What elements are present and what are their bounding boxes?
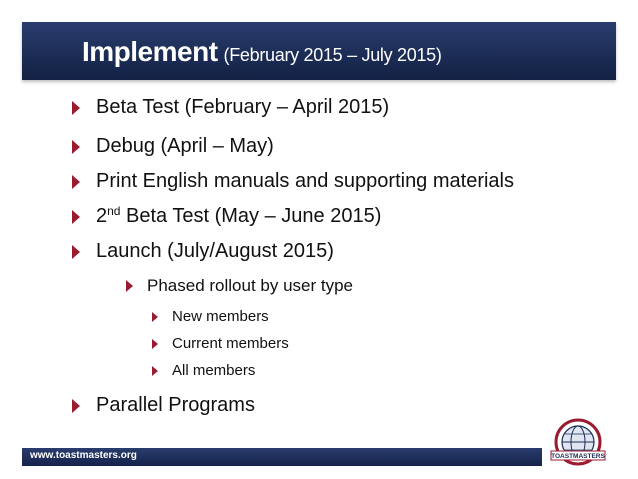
bullet-text: Phased rollout by user type: [147, 276, 354, 295]
bullet-text: All members: [172, 362, 256, 379]
bullet-ordinal-suffix: nd: [107, 204, 121, 218]
bullet-arrow-icon: [72, 399, 80, 413]
toastmasters-globe-logo-icon: [548, 418, 608, 470]
bullet-arrow-icon: [152, 312, 158, 322]
bullet-arrow-icon: [72, 140, 80, 154]
bullet-item: [72, 240, 334, 263]
logo-text: TOASTMASTERS: [551, 453, 605, 460]
bullet-item: [72, 170, 514, 193]
bullet-arrow-icon: [72, 245, 80, 259]
footer-url: www.toastmasters.org: [30, 450, 137, 461]
title-date-range: (February 2015 – July 2015): [223, 45, 442, 65]
sub-bullet-item: [126, 276, 353, 296]
bullet-text: Print English manuals and supporting materials: [96, 170, 514, 192]
bullet-arrow-icon: [72, 210, 80, 224]
bullet-text: Parallel Programs: [96, 394, 255, 416]
bullet-ordinal: 2: [96, 205, 108, 227]
bullet-arrow-icon: [126, 280, 133, 292]
bullet-text: Beta Test (February – April 2015): [96, 96, 390, 118]
title-main: Implement: [82, 36, 218, 67]
bullet-arrow-icon: [152, 339, 158, 349]
sub-sub-bullet-item: [152, 308, 269, 325]
bullet-text: New members: [172, 308, 269, 325]
bullet-arrow-icon: [72, 101, 80, 115]
bullet-text: Current members: [172, 335, 289, 352]
footer-bar: [22, 448, 542, 466]
bullet-item: [72, 205, 381, 228]
sub-sub-bullet-item: [152, 335, 289, 352]
bullet-item: [72, 135, 274, 158]
bullet-text-rest: Beta Test (May – June 2015): [120, 205, 382, 227]
bullet-item: [72, 394, 255, 417]
bullet-item: [72, 96, 389, 119]
bullet-text: Debug (April – May): [96, 135, 274, 157]
bullet-text: [96, 205, 381, 228]
bullet-text: Launch (July/August 2015): [96, 240, 334, 262]
bullet-arrow-icon: [72, 175, 80, 189]
sub-sub-bullet-item: [152, 362, 255, 379]
bullet-arrow-icon: [152, 366, 158, 376]
